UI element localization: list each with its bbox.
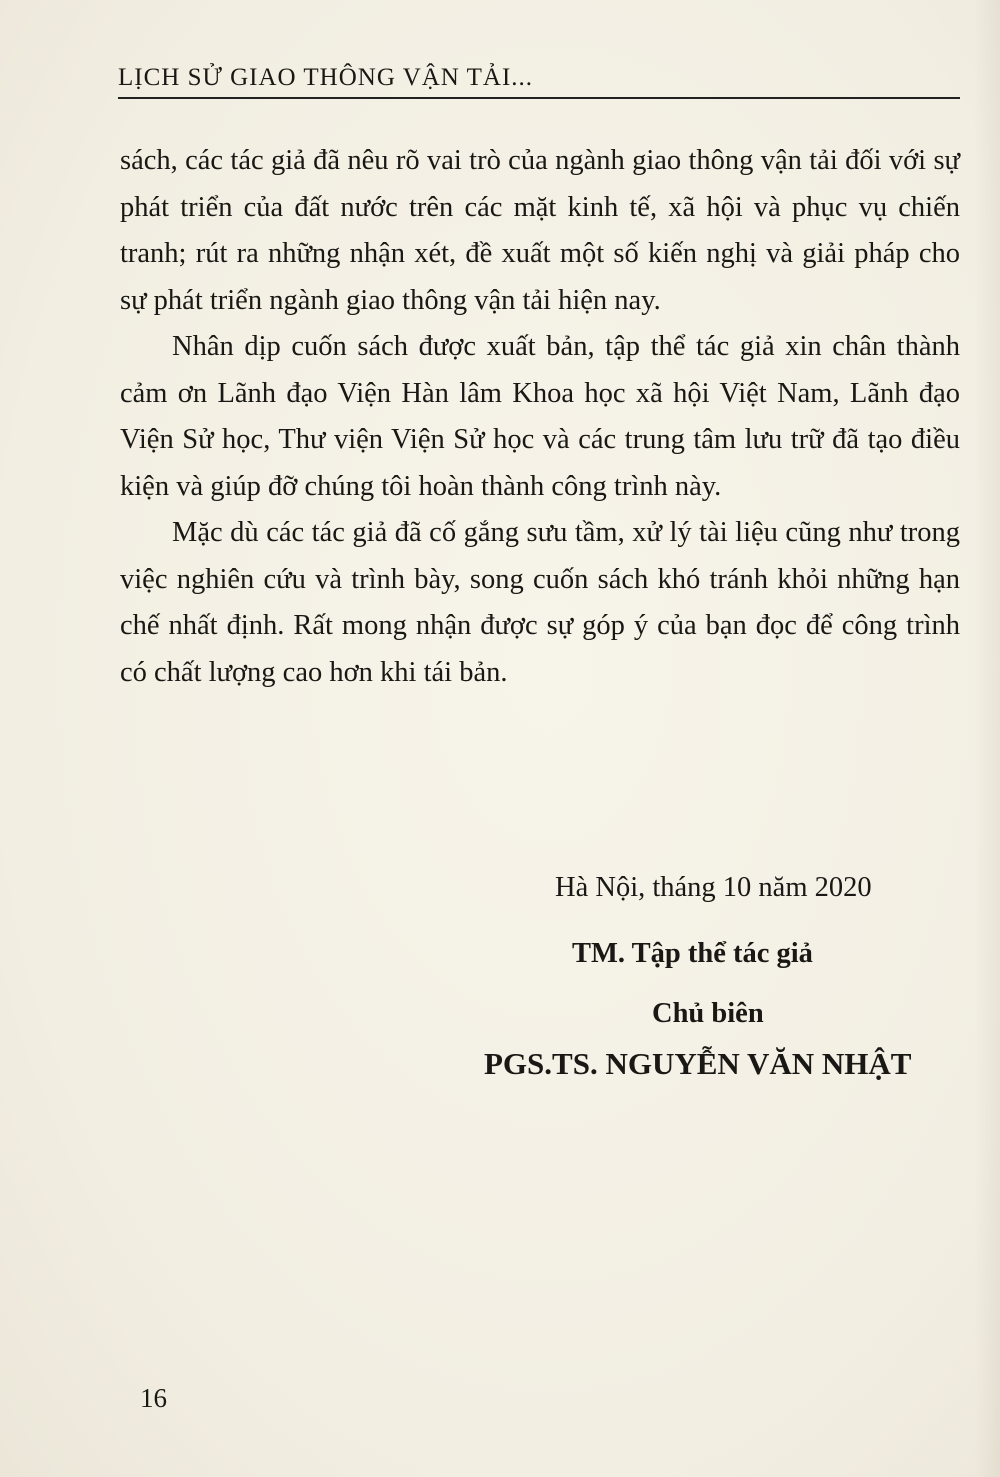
paragraph-3: Mặc dù các tác giả đã cố gắng sưu tầm, xử lý tài liệu cũng như trong việc nghiên cứu và trình bày, song cuốn sách khó tránh khỏi những hạn chế nhất định. Rất mong nhận được sự góp ý của bạn đọc để công trình có chất lượng cao hơn khi tái bản.	[120, 517, 960, 688]
page-number: 16	[140, 1383, 167, 1413]
body-text	[120, 138, 960, 696]
signoff-group: TM. Tập thể tác giả	[572, 938, 813, 969]
place-date: Hà Nội, tháng 10 năm 2020	[555, 872, 872, 903]
page-edge-shadow	[974, 0, 1000, 1477]
header-rule	[118, 97, 960, 99]
running-header: LỊCH SỬ GIAO THÔNG VẬN TẢI...	[118, 64, 534, 91]
signoff-role: Chủ biên	[652, 998, 764, 1029]
paragraph-2: Nhân dịp cuốn sách được xuất bản, tập thể tác giả xin chân thành cảm ơn Lãnh đạo Viện Hàn lâm Khoa học xã hội Việt Nam, Lãnh đạo Viện Sử học, Thư viện Viện Sử học và các trung tâm lưu trữ đã tạo điều kiện và giúp đỡ chúng tôi hoàn thành công trình này.	[120, 331, 960, 502]
editor-name: PGS.TS. NGUYỄN VĂN NHẬT	[484, 1046, 912, 1081]
paragraph-1: sách, các tác giả đã nêu rõ vai trò của ngành giao thông vận tải đối với sự phát triển của đất nước trên các mặt kinh tế, xã hội và phục vụ chiến tranh; rút ra những nhận xét, đề xuất một số kiến nghị và giải pháp cho sự phát triển ngành giao thông vận tải hiện nay.	[120, 145, 960, 316]
